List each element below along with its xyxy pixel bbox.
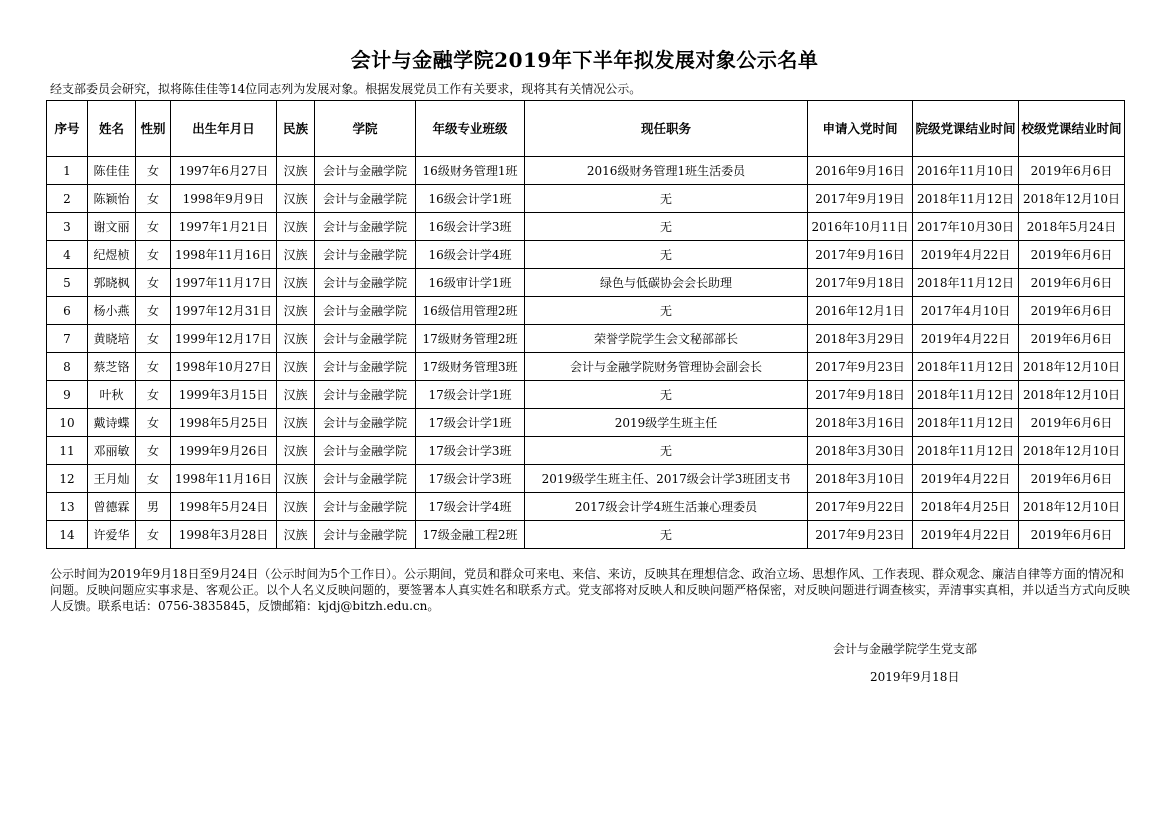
- header-college-course-date: 院级党课结业时间: [913, 101, 1019, 157]
- cell-ethnicity: 汉族: [277, 353, 315, 381]
- cell-birthdate: 1998年9月9日: [171, 185, 277, 213]
- cell-position: 无: [525, 241, 808, 269]
- cell-name: 陈佳佳: [88, 157, 136, 185]
- cell-school-course-date: 2019年6月6日: [1019, 465, 1125, 493]
- table-row: [47, 353, 1125, 381]
- table-row: [47, 213, 1125, 241]
- cell-class: 17级会计学3班: [416, 465, 525, 493]
- cell-index: 10: [47, 409, 88, 437]
- cell-college-course-date: 2018年11月12日: [913, 353, 1019, 381]
- cell-application-date: 2017年9月16日: [808, 241, 913, 269]
- cell-position: 无: [525, 185, 808, 213]
- cell-position: 荣誉学院学生会文秘部部长: [525, 325, 808, 353]
- cell-index: 12: [47, 465, 88, 493]
- cell-gender: 女: [136, 241, 171, 269]
- cell-college: 会计与金融学院: [315, 493, 416, 521]
- cell-class: 17级会计学4班: [416, 493, 525, 521]
- cell-school-course-date: 2018年12月10日: [1019, 353, 1125, 381]
- cell-class: 16级审计学1班: [416, 269, 525, 297]
- cell-index: 9: [47, 381, 88, 409]
- cell-index: 11: [47, 437, 88, 465]
- cell-college: 会计与金融学院: [315, 185, 416, 213]
- cell-college: 会计与金融学院: [315, 437, 416, 465]
- cell-ethnicity: 汉族: [277, 409, 315, 437]
- cell-birthdate: 1997年6月27日: [171, 157, 277, 185]
- cell-position: 无: [525, 521, 808, 549]
- cell-position: 绿色与低碳协会会长助理: [525, 269, 808, 297]
- cell-name: 黄晓培: [88, 325, 136, 353]
- cell-name: 蔡芝铬: [88, 353, 136, 381]
- cell-birthdate: 1998年5月25日: [171, 409, 277, 437]
- cell-college: 会计与金融学院: [315, 157, 416, 185]
- cell-class: 17级会计学3班: [416, 437, 525, 465]
- cell-ethnicity: 汉族: [277, 381, 315, 409]
- cell-birthdate: 1998年10月27日: [171, 353, 277, 381]
- cell-class: 16级会计学1班: [416, 185, 525, 213]
- table-row: [47, 241, 1125, 269]
- cell-college: 会计与金融学院: [315, 269, 416, 297]
- cell-name: 戴诗蝶: [88, 409, 136, 437]
- cell-class: 17级金融工程2班: [416, 521, 525, 549]
- cell-college-course-date: 2017年10月30日: [913, 213, 1019, 241]
- cell-college: 会计与金融学院: [315, 465, 416, 493]
- cell-ethnicity: 汉族: [277, 213, 315, 241]
- cell-school-course-date: 2018年12月10日: [1019, 437, 1125, 465]
- cell-name: 陈颖怡: [88, 185, 136, 213]
- cell-college-course-date: 2017年4月10日: [913, 297, 1019, 325]
- header-gender: 性别: [136, 101, 171, 157]
- cell-gender: 女: [136, 465, 171, 493]
- cell-school-course-date: 2019年6月6日: [1019, 521, 1125, 549]
- cell-college-course-date: 2018年11月12日: [913, 437, 1019, 465]
- cell-position: 无: [525, 381, 808, 409]
- cell-index: 13: [47, 493, 88, 521]
- cell-position: 2019级学生班主任: [525, 409, 808, 437]
- header-college: 学院: [315, 101, 416, 157]
- cell-name: 郭晓枫: [88, 269, 136, 297]
- cell-index: 14: [47, 521, 88, 549]
- header-index: 序号: [47, 101, 88, 157]
- cell-college-course-date: 2019年4月22日: [913, 325, 1019, 353]
- cell-application-date: 2018年3月16日: [808, 409, 913, 437]
- cell-application-date: 2016年9月16日: [808, 157, 913, 185]
- cell-college: 会计与金融学院: [315, 381, 416, 409]
- cell-position: 2019级学生班主任、2017级会计学3班团支书: [525, 465, 808, 493]
- cell-application-date: 2016年10月11日: [808, 213, 913, 241]
- table-row: [47, 325, 1125, 353]
- cell-application-date: 2017年9月23日: [808, 353, 913, 381]
- cell-name: 叶秋: [88, 381, 136, 409]
- table-row: [47, 185, 1125, 213]
- cell-college: 会计与金融学院: [315, 521, 416, 549]
- cell-school-course-date: 2018年12月10日: [1019, 493, 1125, 521]
- cell-college-course-date: 2018年11月12日: [913, 269, 1019, 297]
- cell-school-course-date: 2018年5月24日: [1019, 213, 1125, 241]
- page-title: 会计与金融学院2019年下半年拟发展对象公示名单: [350, 48, 819, 72]
- cell-college-course-date: 2016年11月10日: [913, 157, 1019, 185]
- table-row: [47, 437, 1125, 465]
- cell-ethnicity: 汉族: [277, 157, 315, 185]
- header-birthdate: 出生年月日: [171, 101, 277, 157]
- cell-gender: 女: [136, 381, 171, 409]
- cell-position: 无: [525, 213, 808, 241]
- signature-org: 会计与金融学院学生党支部: [833, 642, 978, 656]
- cell-gender: 女: [136, 297, 171, 325]
- cell-college: 会计与金融学院: [315, 409, 416, 437]
- cell-birthdate: 1997年11月17日: [171, 269, 277, 297]
- cell-gender: 女: [136, 521, 171, 549]
- cell-gender: 女: [136, 353, 171, 381]
- cell-college-course-date: 2019年4月22日: [913, 521, 1019, 549]
- table-row: [47, 297, 1125, 325]
- cell-college-course-date: 2018年11月12日: [913, 185, 1019, 213]
- cell-index: 4: [47, 241, 88, 269]
- table-row: [47, 521, 1125, 549]
- cell-college: 会计与金融学院: [315, 241, 416, 269]
- cell-name: 许爱华: [88, 521, 136, 549]
- cell-application-date: 2017年9月18日: [808, 269, 913, 297]
- cell-name: 纪煜桢: [88, 241, 136, 269]
- table-header-row: [47, 101, 1125, 157]
- cell-name: 邓丽敏: [88, 437, 136, 465]
- cell-application-date: 2017年9月22日: [808, 493, 913, 521]
- cell-birthdate: 1999年9月26日: [171, 437, 277, 465]
- cell-class: 17级会计学1班: [416, 409, 525, 437]
- cell-ethnicity: 汉族: [277, 437, 315, 465]
- cell-college: 会计与金融学院: [315, 325, 416, 353]
- cell-name: 曾德霖: [88, 493, 136, 521]
- candidate-table: [46, 100, 1125, 549]
- cell-class: 16级会计学4班: [416, 241, 525, 269]
- cell-position: 无: [525, 297, 808, 325]
- cell-class: 16级会计学3班: [416, 213, 525, 241]
- table-row: [47, 157, 1125, 185]
- cell-college: 会计与金融学院: [315, 213, 416, 241]
- cell-application-date: 2018年3月10日: [808, 465, 913, 493]
- cell-position: 2016级财务管理1班生活委员: [525, 157, 808, 185]
- header-school-course-date: 校级党课结业时间: [1019, 101, 1125, 157]
- cell-position: 会计与金融学院财务管理协会副会长: [525, 353, 808, 381]
- table-row: [47, 465, 1125, 493]
- table-row: [47, 493, 1125, 521]
- cell-index: 2: [47, 185, 88, 213]
- cell-school-course-date: 2019年6月6日: [1019, 269, 1125, 297]
- cell-college: 会计与金融学院: [315, 353, 416, 381]
- cell-gender: 男: [136, 493, 171, 521]
- cell-college-course-date: 2018年11月12日: [913, 381, 1019, 409]
- cell-school-course-date: 2018年12月10日: [1019, 381, 1125, 409]
- cell-class: 16级财务管理1班: [416, 157, 525, 185]
- header-position: 现任职务: [525, 101, 808, 157]
- header-name: 姓名: [88, 101, 136, 157]
- cell-school-course-date: 2019年6月6日: [1019, 297, 1125, 325]
- header-class: 年级专业班级: [416, 101, 525, 157]
- cell-class: 16级信用管理2班: [416, 297, 525, 325]
- cell-gender: 女: [136, 409, 171, 437]
- cell-school-course-date: 2019年6月6日: [1019, 409, 1125, 437]
- cell-birthdate: 1998年5月24日: [171, 493, 277, 521]
- table-row: [47, 381, 1125, 409]
- cell-index: 1: [47, 157, 88, 185]
- cell-name: 杨小燕: [88, 297, 136, 325]
- cell-gender: 女: [136, 213, 171, 241]
- cell-ethnicity: 汉族: [277, 465, 315, 493]
- cell-school-course-date: 2019年6月6日: [1019, 241, 1125, 269]
- cell-birthdate: 1998年11月16日: [171, 465, 277, 493]
- cell-gender: 女: [136, 185, 171, 213]
- cell-gender: 女: [136, 437, 171, 465]
- cell-birthdate: 1997年12月31日: [171, 297, 277, 325]
- cell-index: 5: [47, 269, 88, 297]
- header-application-date: 申请入党时间: [808, 101, 913, 157]
- cell-class: 17级会计学1班: [416, 381, 525, 409]
- signature-date: 2019年9月18日: [870, 670, 960, 684]
- cell-birthdate: 1999年3月15日: [171, 381, 277, 409]
- cell-gender: 女: [136, 269, 171, 297]
- cell-application-date: 2017年9月19日: [808, 185, 913, 213]
- cell-application-date: 2017年9月23日: [808, 521, 913, 549]
- cell-college-course-date: 2019年4月22日: [913, 465, 1019, 493]
- cell-gender: 女: [136, 157, 171, 185]
- cell-birthdate: 1998年3月28日: [171, 521, 277, 549]
- intro-text: 经支部委员会研究，拟将陈佳佳等14位同志列为发展对象。根据发展党员工作有关要求，现将其有关情况公示。: [50, 82, 642, 96]
- cell-ethnicity: 汉族: [277, 521, 315, 549]
- cell-class: 17级财务管理3班: [416, 353, 525, 381]
- cell-index: 6: [47, 297, 88, 325]
- cell-school-course-date: 2018年12月10日: [1019, 185, 1125, 213]
- cell-birthdate: 1998年11月16日: [171, 241, 277, 269]
- cell-ethnicity: 汉族: [277, 297, 315, 325]
- cell-position: 2017级会计学4班生活兼心理委员: [525, 493, 808, 521]
- cell-application-date: 2016年12月1日: [808, 297, 913, 325]
- cell-ethnicity: 汉族: [277, 241, 315, 269]
- cell-college-course-date: 2018年11月12日: [913, 409, 1019, 437]
- cell-application-date: 2018年3月30日: [808, 437, 913, 465]
- table-row: [47, 269, 1125, 297]
- cell-birthdate: 1997年1月21日: [171, 213, 277, 241]
- cell-birthdate: 1999年12月17日: [171, 325, 277, 353]
- header-ethnicity: 民族: [277, 101, 315, 157]
- cell-class: 17级财务管理2班: [416, 325, 525, 353]
- cell-ethnicity: 汉族: [277, 325, 315, 353]
- cell-name: 王月灿: [88, 465, 136, 493]
- cell-college-course-date: 2018年4月25日: [913, 493, 1019, 521]
- cell-name: 谢文丽: [88, 213, 136, 241]
- cell-position: 无: [525, 437, 808, 465]
- cell-ethnicity: 汉族: [277, 269, 315, 297]
- cell-index: 8: [47, 353, 88, 381]
- cell-college: 会计与金融学院: [315, 297, 416, 325]
- notice-text: 公示时间为2019年9月18日至9月24日（公示时间为5个工作日）。公示期间，党员和群众可来电、来信、来访，反映其在理想信念、政治立场、思想作风、工作表现、群众观念、廉洁自律等方面的情况和问题。反映问题应实事求是、客观公正。以个人名义反映问题的，要签署本人真实姓名和联系方式。党支部将对反映人和反映问题严格保密，对反映问题进行调查核实，弄清事实真相，并以适当方式向反映人反馈。联系电话：0756-3835845，反馈邮箱：kjdj@bitzh.edu.cn。: [50, 567, 1131, 613]
- cell-application-date: 2018年3月29日: [808, 325, 913, 353]
- cell-school-course-date: 2019年6月6日: [1019, 157, 1125, 185]
- cell-ethnicity: 汉族: [277, 185, 315, 213]
- cell-ethnicity: 汉族: [277, 493, 315, 521]
- cell-application-date: 2017年9月18日: [808, 381, 913, 409]
- cell-gender: 女: [136, 325, 171, 353]
- cell-school-course-date: 2019年6月6日: [1019, 325, 1125, 353]
- table-row: [47, 409, 1125, 437]
- cell-college-course-date: 2019年4月22日: [913, 241, 1019, 269]
- cell-index: 3: [47, 213, 88, 241]
- cell-index: 7: [47, 325, 88, 353]
